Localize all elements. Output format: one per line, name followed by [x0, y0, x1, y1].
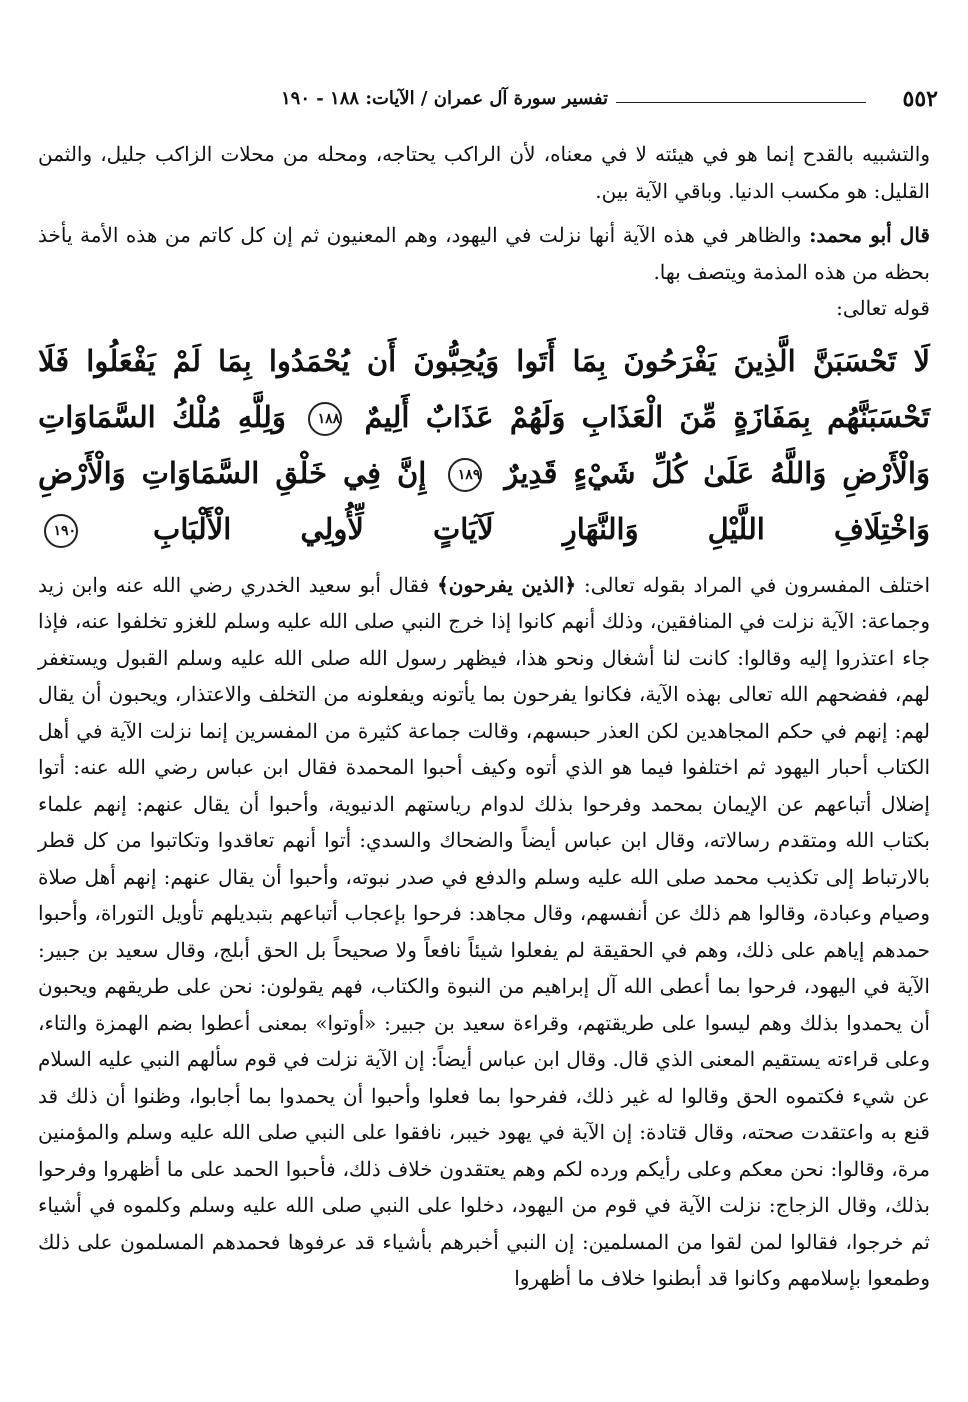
speaker-label: قال أبو محمد: — [809, 223, 930, 247]
intro-paragraph-1: والتشبيه بالقدح إنما هو في هيئته لا في معناه، لأن الراكب يحتاجه، ومحله من محلات الزاكب جليل، والثمن القليل: هو مكسب الدنيا. وباقي الآية بين. — [38, 142, 930, 203]
ayah-number-188: ١٨٨ — [308, 402, 342, 436]
page-header — [30, 86, 938, 116]
intro-paragraph-2 — [38, 217, 930, 290]
ayah-190-text: إِنَّ فِي خَلْقِ السَّمَاوَاتِ وَالْأَرْضِ وَاخْتِلَافِ اللَّيْلِ وَالنَّهَارِ لَآيَاتٍ لِّأُولِي الْأَلْبَابِ — [38, 455, 930, 546]
ayah-189-text: وَلِلَّهِ مُلْكُ السَّمَاوَاتِ وَالْأَرْضِ وَاللَّهُ عَلَىٰ كُلِّ شَيْءٍ قَدِيرٌ — [38, 399, 930, 490]
page-number: ٥٥٢ — [902, 86, 938, 112]
commentary-paragraph — [38, 567, 930, 1297]
header-rule — [616, 102, 866, 103]
running-title: تفسير سورة آل عمران / الآيات: ١٨٨ - ١٩٠ — [281, 88, 608, 109]
ayah-188-text: لَا تَحْسَبَنَّ الَّذِينَ يَفْرَحُونَ بِمَا أَتَوا وَيُحِبُّونَ أَن يُحْمَدُوا بِمَا لَمْ يَفْعَلُوا فَلَا تَحْسَبَنَّهُم بِمَفَازَةٍ مِّنَ الْعَذَابِ وَلَهُمْ عَذَابٌ أَلِيمٌ — [38, 343, 930, 434]
quran-verse-block — [38, 333, 930, 557]
commentary-quote: ﴿الذين يفرحون﴾ — [437, 572, 577, 597]
page-body — [38, 136, 930, 1297]
intro-paragraph-2-text: والظاهر في هذه الآية أنها نزلت في اليهود، وهم المعنيون ثم إن كل كاتم من هذه الأمة يأخذ بحظه من هذه المذمة ويتصف بها. — [38, 223, 930, 284]
verse-intro: قوله تعالى: — [836, 296, 930, 320]
commentary-text: فقال أبو سعيد الخدري رضي الله عنه وابن زيد وجماعة: الآية نزلت في المنافقين، وذلك أنهم كانوا إذا خرج النبي صلى الله عليه وسلم للغزو تخلفوا عنه، فإذا جاء اعتذروا إليه وقالوا: كانت لنا أشغال ونحو هذا، فيظهر رسول الله صلى الله عليه وسلم القبول ويستغفر لهم، ففضحهم الله تعالى بهذه الآية، فكانوا يفرحون بما يأتونه ويفعلونه من التخلف والاعتذار، ويحبون أن يقال لهم: إنهم في حكم المجاهدين لكن العذر حبسهم، وقالت جماعة كثيرة من المفسرين إنما نزلت الآية في أهل الكتاب أحبار اليهود ثم اختلفوا فيما هو الذي أتوه وكيف أحبوا المحمدة فقال ابن عباس رضي الله عنه: أتوا إضلال أتباعهم عن الإيمان بمحمد وفرحوا بذلك لدوام رياستهم الدنيوية، وأحبوا أن يقال عنهم: إنهم علماء بكتاب الله ومتقدم رسالاته، وقال ابن عباس أيضاً والضحاك والسدي: أتوا أنهم تعاقدوا وتكاتبوا من كل قطر بالارتباط إلى تكذيب محمد صلى الله عليه وسلم والدفع في صدر نبوته، وأحبوا أن يقال عنهم: إنهم أهل صلاة وصيام وعبادة، وقالوا هم ذلك عن أنفسهم، وقال مجاهد: فرحوا بإعجاب أتباعهم بتبديلهم تأويل التوراة، وأحبوا حمدهم إياهم على ذلك، وهم في الحقيقة لم يفعلوا شيئاً نافعاً ولا صحيحاً بل الحق أبلج، وقال سعيد بن جبير: الآية في اليهود، فرحوا بما أعطى الله آل إبراهيم من النبوة والكتاب، فهم يقولون: نحن على طريقهم ويحبون أن يحمدوا بذلك وهم ليسوا على طريقتهم، وقراءة سعيد بن جبير: «أوتوا» بمعنى أعطوا بضم الهمزة والتاء، وعلى قراءته يستقيم المعنى الذي قال. وقال ابن عباس أيضاً: إن الآية نزلت في قوم سألهم النبي عليه السلام عن شيء فكتموه الحق وقالوا له غير ذلك، ففرحوا بما فعلوا وأحبوا أن يحمدوا بما أجابوا، وظنوا أن ذلك قد قنع به واعتقدت صحته، وقال قتادة: إن الآية في يهود خيبر، نافقوا على النبي صلى الله عليه وسلم والمؤمنين مرة، وقالوا: نحن معكم وعلى رأيكم ورده لكم وهم يعتقدون خلاف ذلك، فأحبوا الحمد على ما أظهروا وفرحوا بذلك، وقال الزجاج: نزلت الآية في قوم من اليهود، دخلوا على النبي صلى الله عليه وسلم وكلموه في أشياء ثم خرجوا، فقالوا لمن لقوا من المسلمين: إن النبي أخبرهم بأشياء قد عرفوها فحمدهم المسلمون على ذلك وطمعوا بإسلامهم وكانوا قد أبطنوا خلاف ما أظهروا — [38, 572, 930, 1290]
commentary-lead: اختلف المفسرون في المراد بقوله تعالى: — [584, 572, 931, 597]
ayah-number-189: ١٨٩ — [448, 458, 482, 492]
ayah-number-190: ١٩٠ — [44, 514, 78, 548]
